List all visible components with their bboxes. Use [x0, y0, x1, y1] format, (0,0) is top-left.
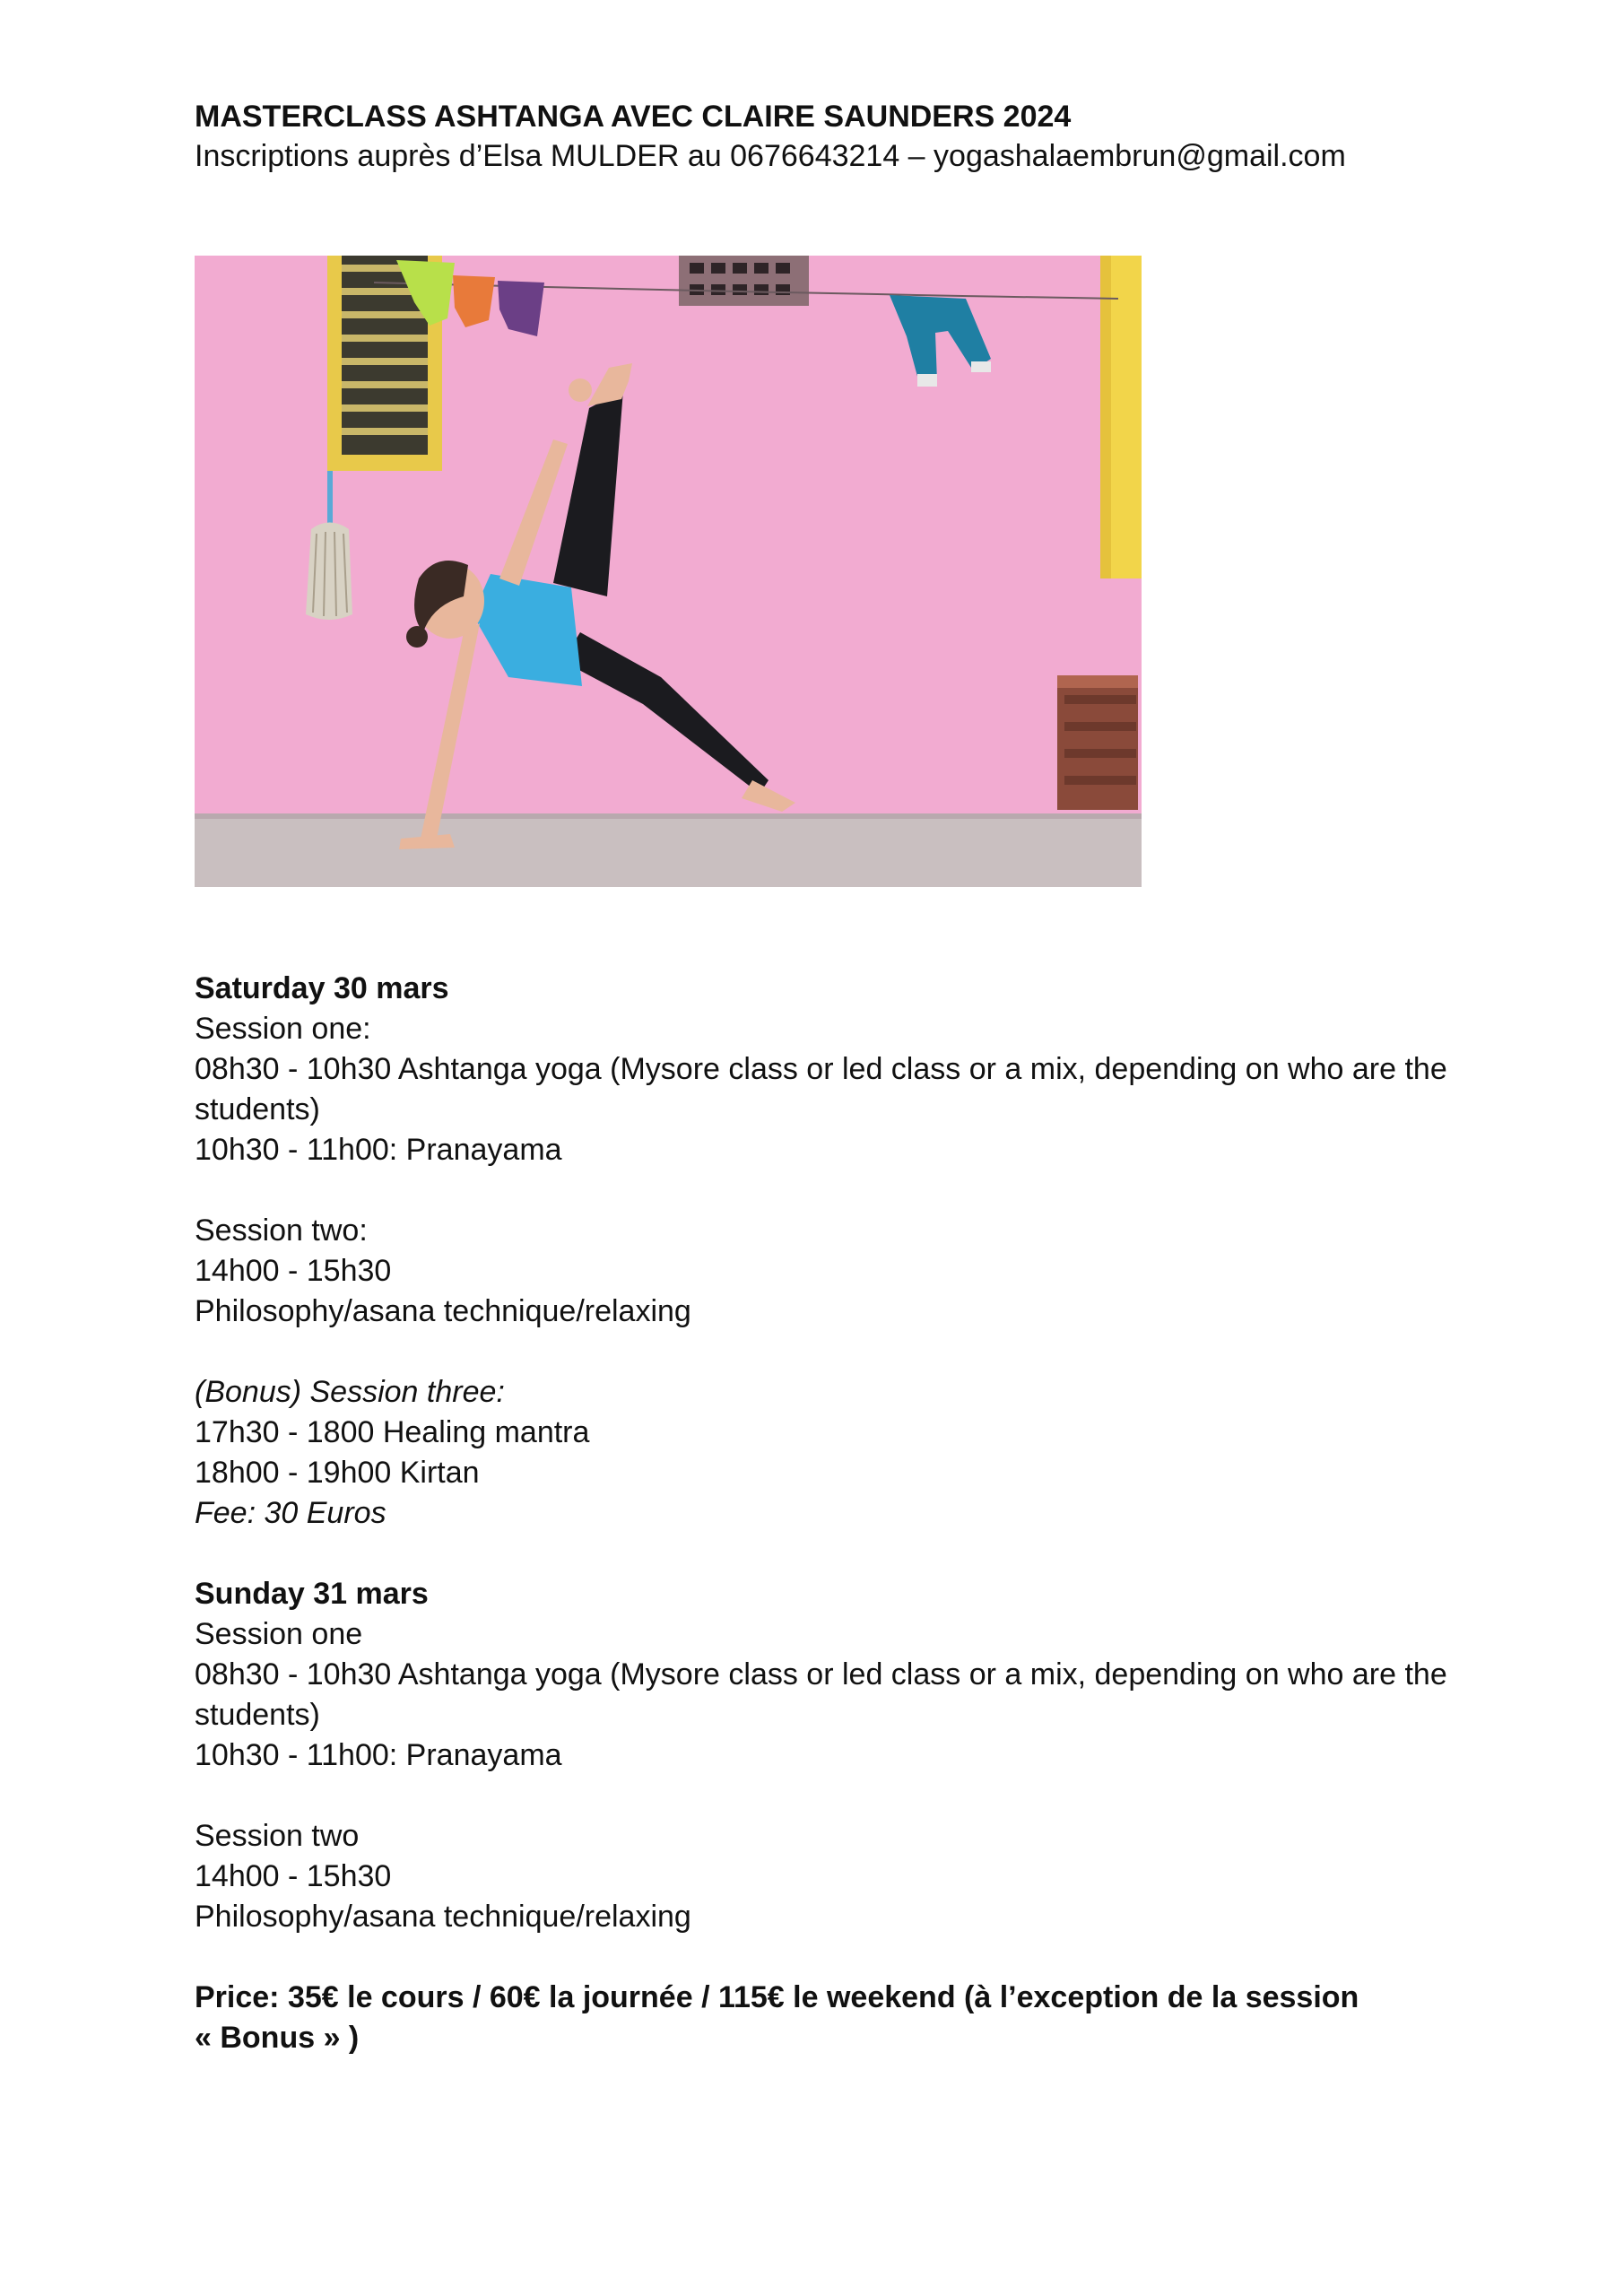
saturday-session-three-fee: Fee: 30 Euros: [195, 1496, 386, 1530]
sunday-session-two-heading: Session two: [195, 1819, 360, 1853]
sunday-session-one-heading: Session one: [195, 1617, 363, 1651]
saturday-session-two-line-2: Philosophy/asana technique/relaxing: [195, 1294, 691, 1328]
saturday-session-one-heading: Session one:: [195, 1012, 371, 1046]
price-line-1: Price: 35€ le cours / 60€ la journée / 115€ le weekend (à l’exception de la session: [195, 1980, 1359, 2014]
sunday-session-two-line-1: 14h00 - 15h30: [195, 1859, 392, 1893]
saturday-session-three-heading: (Bonus) Session three:: [195, 1375, 505, 1409]
saturday-heading: Saturday 30 mars: [195, 971, 449, 1005]
sunday-session-one-line-1: 08h30 - 10h30 Ashtanga yoga (Mysore class or led class or a mix, depending on who are the students): [195, 1657, 1447, 1732]
saturday-session-two-heading: Session two:: [195, 1213, 368, 1248]
schedule: [195, 969, 1504, 2058]
saturday-session-two-line-1: 14h00 - 15h30: [195, 1254, 392, 1288]
yoga-photo: [195, 256, 1142, 887]
saturday-session-one-line-1: 08h30 - 10h30 Ashtanga yoga (Mysore class or led class or a mix, depending on who are the students): [195, 1052, 1447, 1126]
saturday-session-three-line-2: 18h00 - 19h00 Kirtan: [195, 1456, 480, 1490]
contact-line: Inscriptions auprès d’Elsa MULDER au 0676643214 – yogashalaembrun@gmail.com: [195, 139, 1346, 173]
saturday-session-one-line-2: 10h30 - 11h00: Pranayama: [195, 1133, 562, 1167]
page-title: MASTERCLASS ASHTANGA AVEC CLAIRE SAUNDERS 2024: [195, 100, 1072, 134]
document-header: [195, 97, 1468, 176]
saturday-session-three-line-1: 17h30 - 1800 Healing mantra: [195, 1415, 590, 1449]
sunday-heading: Sunday 31 mars: [195, 1577, 429, 1611]
sunday-session-two-line-2: Philosophy/asana technique/relaxing: [195, 1900, 691, 1934]
price-line-2: « Bonus » ): [195, 2021, 360, 2055]
sunday-session-one-line-2: 10h30 - 11h00: Pranayama: [195, 1738, 562, 1772]
